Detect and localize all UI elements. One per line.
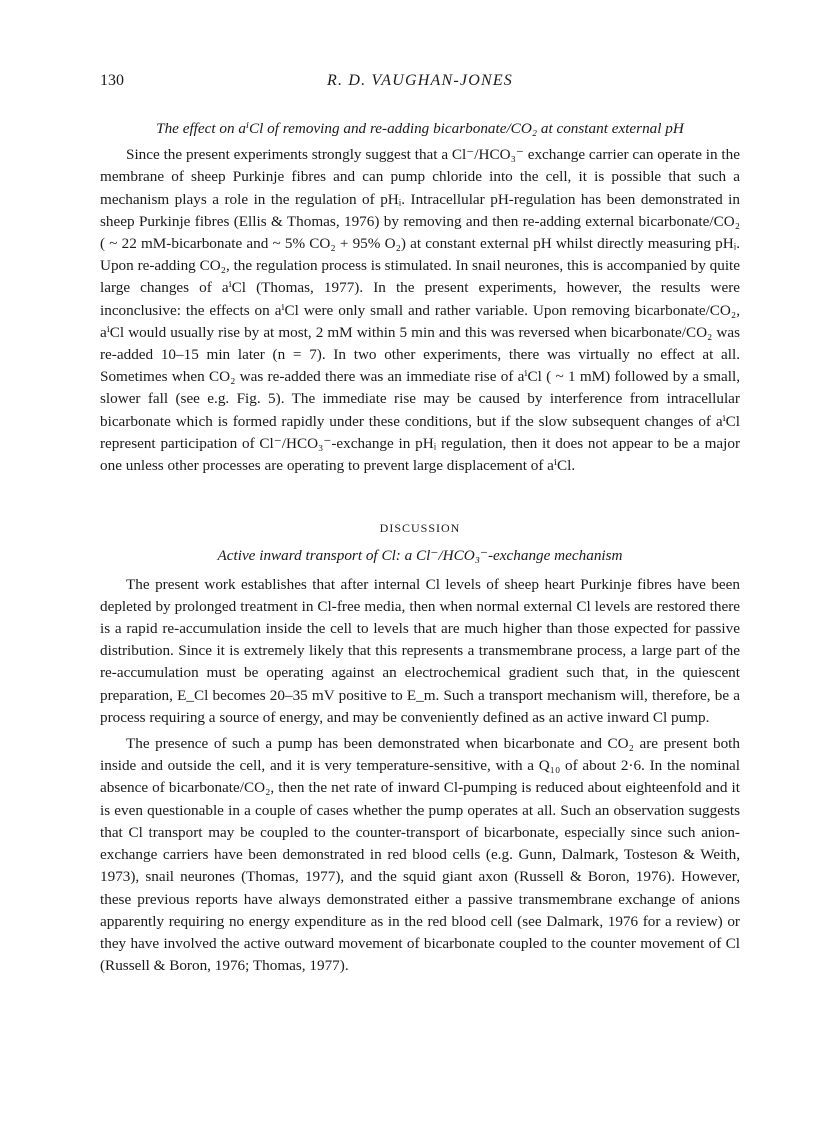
article-body (100, 118, 740, 977)
section-heading: The effect on aⁱCl of removing and re-adding bicarbonate/CO₂ at constant external pH (156, 120, 684, 137)
running-head: R. D. VAUGHAN-JONES (326, 72, 514, 89)
paragraph: The present work establishes that after internal Cl levels of sheep heart Purkinje fibres have been depleted by prolonged treatment in Cl-free media, then when normal external Cl levels are restored there is a rapid re-accumulation inside the cell to levels that are much higher than those expected for passive distribution. Since it is extremely likely that this represents a transmembrane process, a large part of the re-accumulation must be operating against an electrochemical gradient such that, in the quiescent preparation, E_Cl becomes 20–35 mV positive to E_m. Such a transport mechanism will, therefore, be a process requiring a source of energy, and may be conveniently defined as an active inward Cl pump. (100, 575, 740, 726)
page-number: 130 (100, 72, 124, 89)
discussion-subheading: Active inward transport of Cl: a Cl⁻/HCO₃⁻-exchange mechanism (217, 547, 623, 565)
discussion-heading: DISCUSSION (379, 521, 461, 536)
page-header (100, 72, 740, 96)
paragraph: The presence of such a pump has been demonstrated when bicarbonate and CO₂ are present both inside and outside the cell, and it is very temperature-sensitive, with a Q₁₀ of about 2·6. In the nominal absence of bicarbonate/CO₂, then the net rate of inward Cl-pumping is reduced about eighteenfold and it is even questionable in a couple of cases whether the pump operates at all. Such an observation suggests that Cl transport may be coupled to the counter-transport of bicarbonate, especially since such anion-exchange carriers have been demonstrated in red blood cells (e.g. Gunn, Dalmark, Tosteson & Weith, 1973), snail neurones (Thomas, 1977), and the squid giant axon (Russell & Boron, 1976). However, these previous reports have always demonstrated either a passive transmembrane exchange of anions apparently requiring no energy expenditure as in the red blood cell (see Dalmark, 1976 for a review) or they have involved the active outward movement of bicarbonate coupled to the counter movement of Cl (Russell & Boron, 1976; Thomas, 1977). (100, 735, 740, 975)
paragraph: Since the present experiments strongly suggest that a Cl⁻/HCO₃⁻ exchange carrier can operate in the membrane of sheep Purkinje fibres and can pump chloride into the cell, it is possible that such a mechanism plays a role in the regulation of pHᵢ. Intracellular pH-regulation has been demonstrated in sheep Purkinje fibres (Ellis & Thomas, 1976) by removing and then re-adding external bicarbonate/CO₂ ( ~ 22 mM-bicarbonate and ~ 5% CO₂ + 95% O₂) at constant external pH whilst directly measuring pHᵢ. Upon re-adding CO₂, the regulation process is stimulated. In snail neurones, this is accompanied by quite large changes of aⁱCl (Thomas, 1977). In the present experiments, however, the results were inconclusive: the effects on aⁱCl were only small and rather variable. Upon removing bicarbonate/CO₂, aⁱCl would usually rise by at most, 2 mM within 5 min and this was reversed when bicarbonate/CO₂ was re-added 10–15 min later (n = 7). In two other experiments, there was virtually no effect at all. Sometimes when CO₂ was re-added there was an immediate rise of aⁱCl ( ~ 1 mM) followed by a small, slower fall (see e.g. Fig. 5). The immediate rise may be caused by interference from intracellular bicarbonate which is formed rapidly under these conditions, but if the slow subsequent changes of aⁱCl represent participation of Cl⁻/HCO₃⁻-exchange in pHᵢ regulation, then it does not appear to be a major one unless other processes are operating to prevent large displacement of aⁱCl. (100, 146, 740, 475)
